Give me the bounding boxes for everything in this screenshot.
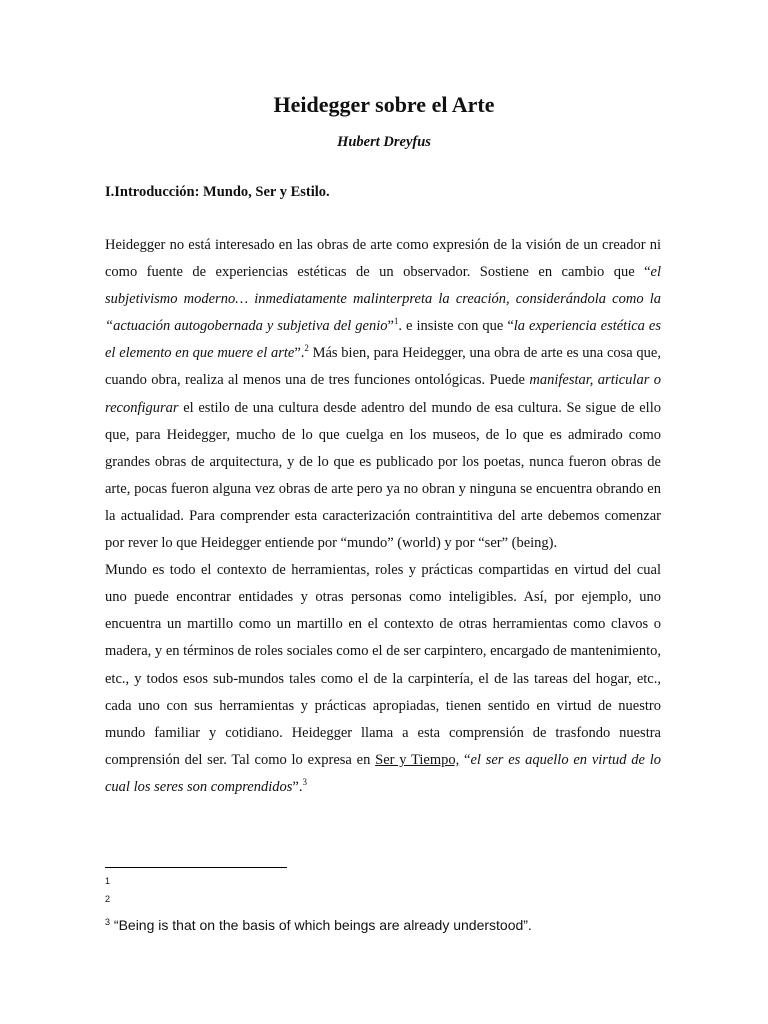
footnote-ref-1[interactable]: 1 bbox=[393, 316, 399, 327]
footnote-ref-2[interactable]: 2 bbox=[304, 343, 309, 354]
p2-text-1: Mundo es todo el contexto de herramientas, roles y prácticas compartidas en virtud del cual uno puede encontrar entidades y otras personas como inteligibles. Así, por ejemplo, uno encuentra un martillo como un martillo en el contexto de otras herramientas como clavos o madera, y en términos de roles sociales como el de ser carpintero, encargado de mantenimiento, etc., y todos esos sub-mundos tales como el de la carpintería, el de las tareas del hogar, etc., cada uno con sus herramientas y prácticas apropiadas, tienen sentido en virtud de nuestro mundo familiar y cotidiano. Heidegger llama a esta comprensión de trasfondo nuestra comprensión del ser. Tal como lo expresa en bbox=[105, 562, 661, 768]
p1-text-2: ” bbox=[387, 318, 394, 335]
footnote-3-number: 3 bbox=[105, 917, 111, 927]
p2-text-2: “ bbox=[459, 751, 471, 768]
p1-text-5: Más bien, para Heidegger, una obra de arte es una cosa que, cuando obra, realiza al menos una de tres funciones ontológicas. Puede bbox=[105, 345, 661, 389]
footnote-3-text: “Being is that on the basis of which beings are already understood”. bbox=[110, 917, 532, 933]
p1-text-3: . e insiste con que “ bbox=[398, 318, 514, 335]
footnote-1: 1 bbox=[105, 876, 111, 886]
document-author: Hubert Dreyfus bbox=[337, 134, 431, 150]
book-title-link[interactable]: Ser y Tiempo, bbox=[375, 751, 460, 768]
body-text bbox=[105, 232, 661, 801]
footnote-ref-3[interactable]: 3 bbox=[302, 776, 307, 787]
footnote-3 bbox=[105, 913, 532, 934]
paragraph-2 bbox=[105, 557, 661, 801]
p1-quote-3: manifestar, articular o reconfigurar bbox=[105, 372, 661, 416]
p1-text-1: Heidegger no está interesado en las obras de arte como expresión de la visión de un creador ni como fuente de experiencias estéticas de un observador. Sostiene en cambio que “ bbox=[105, 237, 661, 281]
p1-text-4: ”. bbox=[294, 345, 305, 362]
document-title: Heidegger sobre el Arte bbox=[273, 92, 495, 117]
p1-quote-2: la experiencia estética es el elemento en que muere el arte bbox=[105, 318, 661, 362]
p2-quote-1: el ser es aquello en virtud de lo cual los seres son comprendidos bbox=[105, 751, 661, 795]
footnote-separator bbox=[105, 867, 287, 868]
p1-text-6: el estilo de una cultura desde adentro del mundo de esa cultura. Se sigue de ello que, para Heidegger, mucho de lo que cuelga en los museos, de lo que es admirado como grandes obras de arquitectura, y de lo que es publicado por los poetas, nunca fueron obras de arte, pocas fueron alguna vez obras de arte pero ya no obran y ninguna se encuentra obrando en la actualidad. Para comprender esta caracterización contraintitiva del arte debemos comenzar por rever lo que Heidegger entiende por “mundo” (world) y por “ser” (being). bbox=[105, 399, 661, 552]
section-heading: I.Introducción: Mundo, Ser y Estilo. bbox=[105, 184, 330, 200]
p1-quote-1: el subjetivismo moderno… inmediatamente malinterpreta la creación, considerándola como la “actuación autogobernada y subjetiva del genio bbox=[105, 264, 661, 335]
p2-text-3: ”. bbox=[292, 778, 303, 795]
paragraph-1 bbox=[105, 232, 661, 557]
footnote-2: 2 bbox=[105, 894, 111, 904]
